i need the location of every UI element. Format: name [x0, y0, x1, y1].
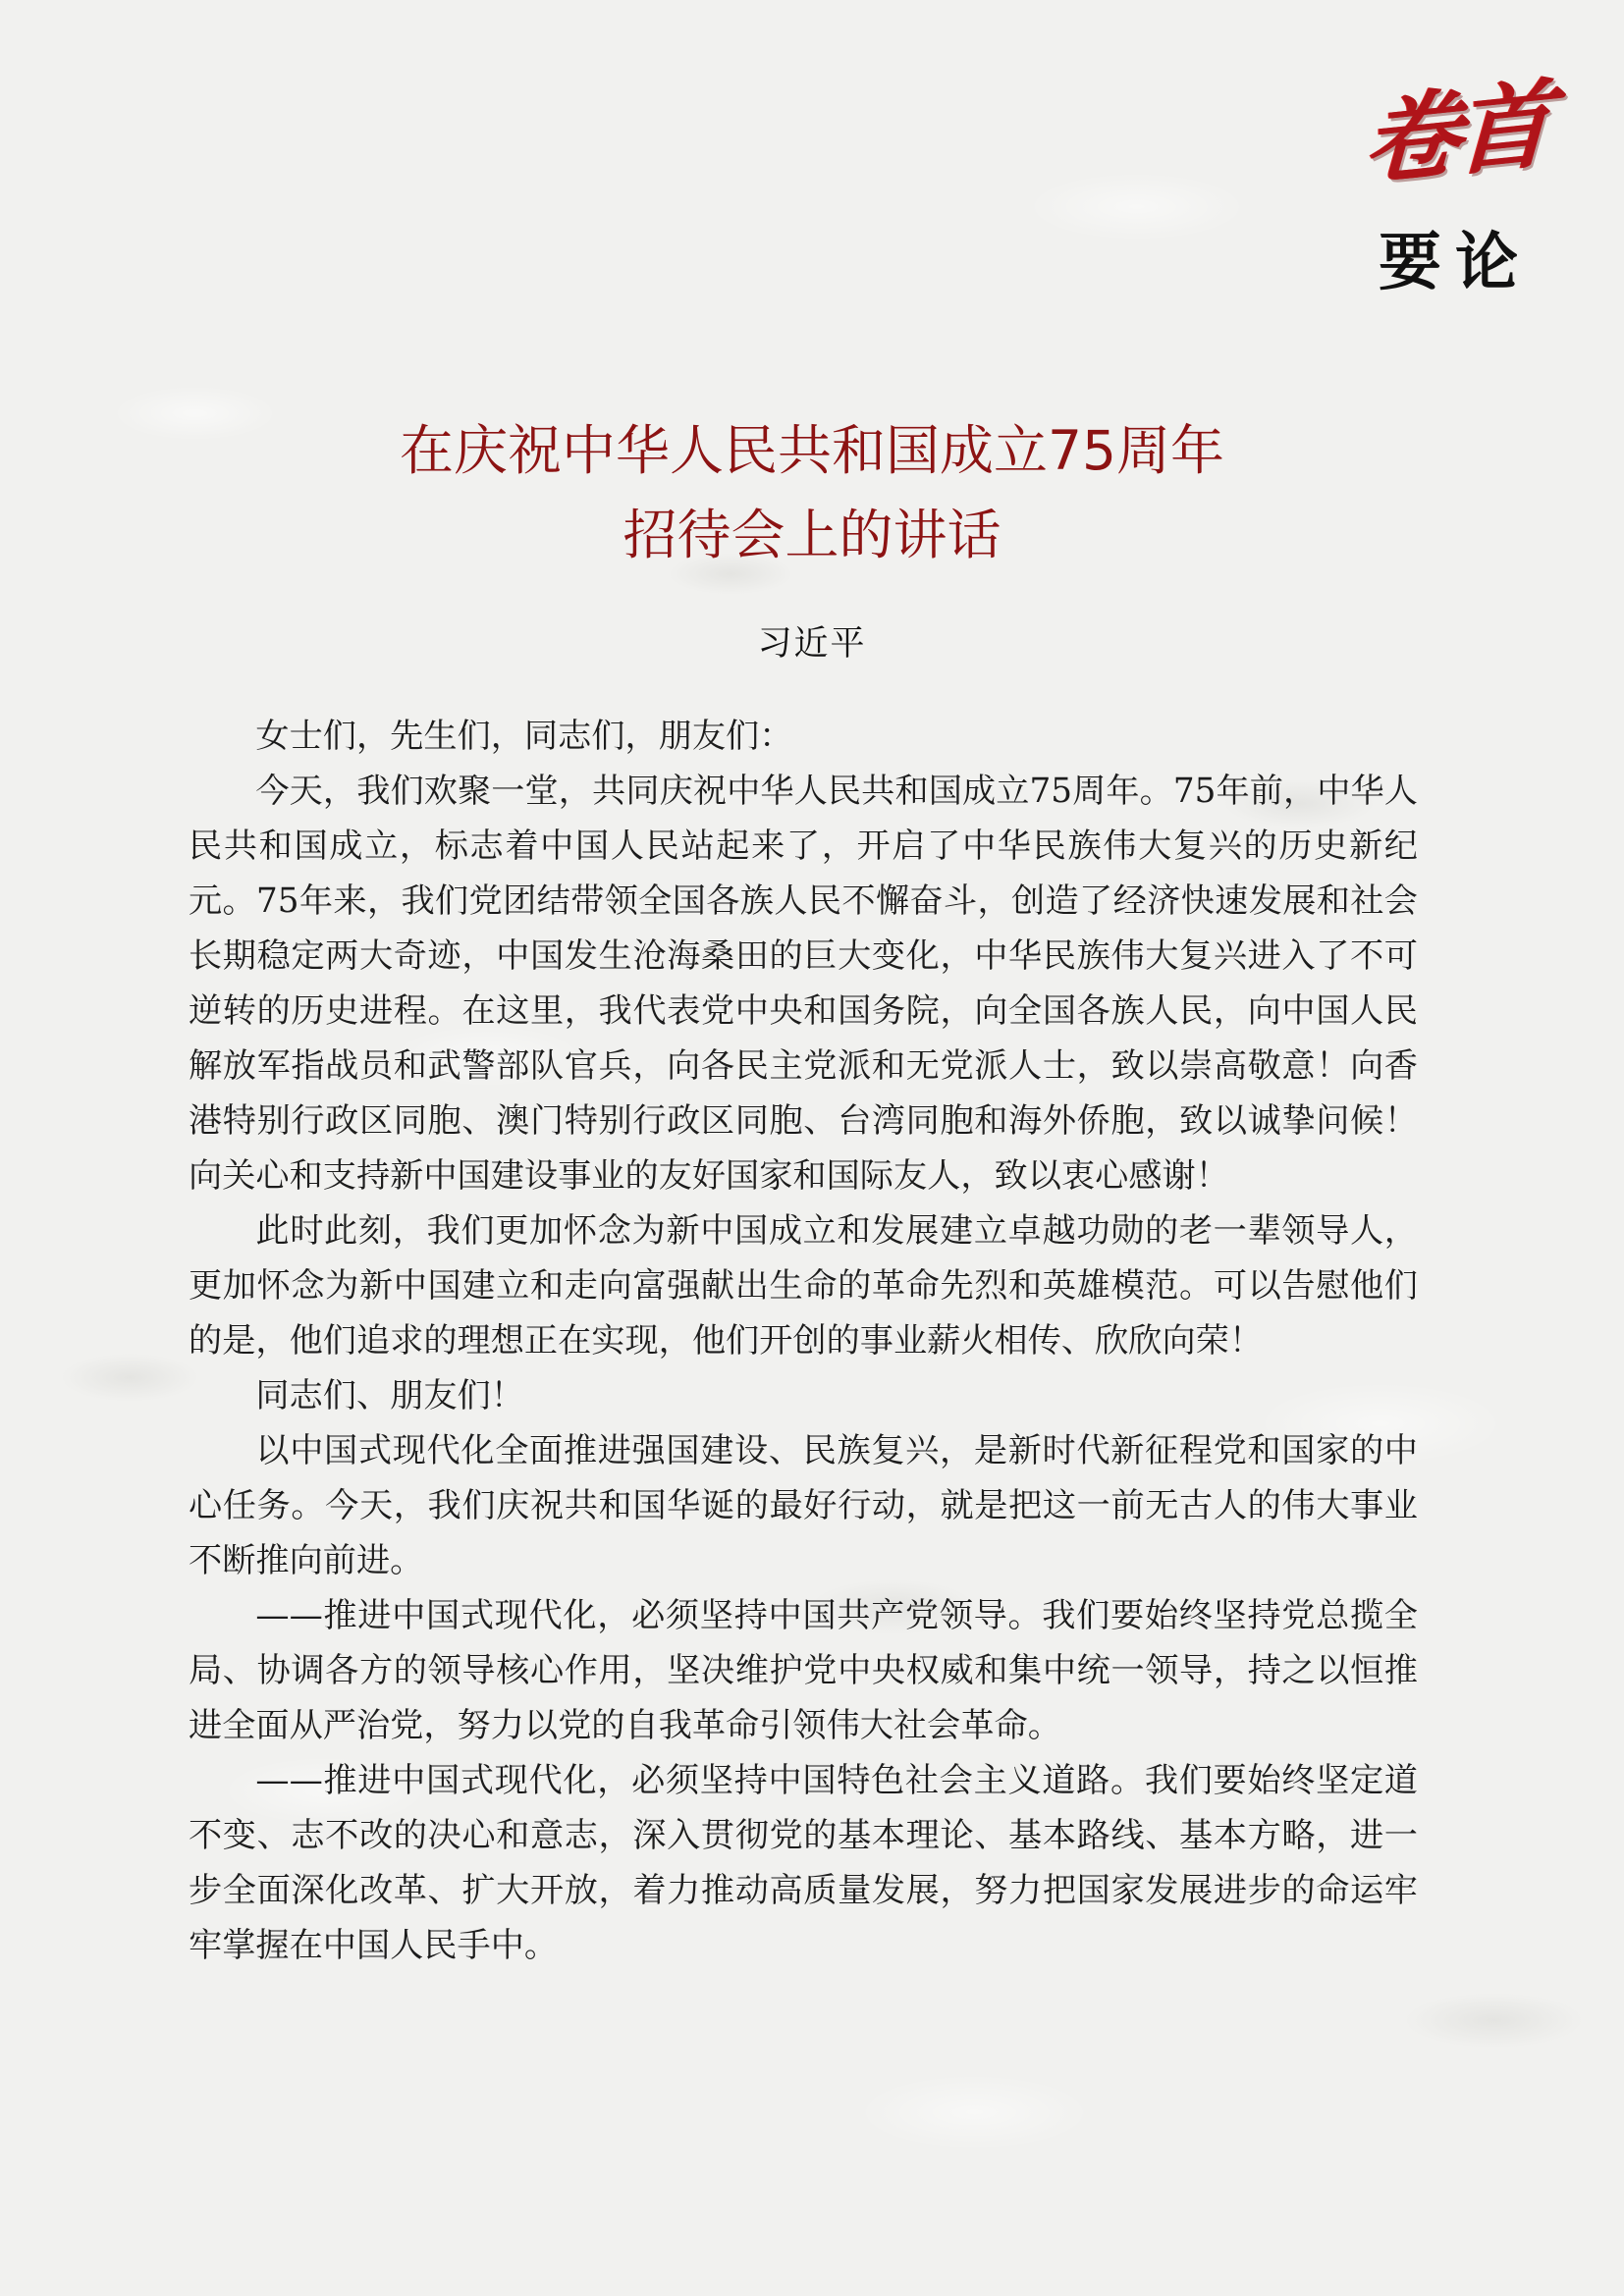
paragraph: ——推进中国式现代化，必须坚持中国共产党领导。我们要始终坚持党总揽全局、协调各方的领导核心作用，坚决维护党中央权威和集中统一领导，持之以恒推进全面从严治党，努力以党的自我革命引领伟大社会革命。	[189, 1596, 1418, 1745]
article-body	[189, 709, 1418, 1973]
paragraph: 此时此刻，我们更加怀念为新中国成立和发展建立卓越功勋的老一辈领导人，更加怀念为新中国建立和走向富强献出生命的革命先烈和英雄模范。可以告慰他们的是，他们追求的理想正在实现，他们开创的事业薪火相传、欣欣向荣！	[189, 1211, 1418, 1361]
calligraphy-logo: 卷首	[1362, 68, 1548, 200]
corner-mark	[1357, 68, 1553, 302]
paragraph-salutation: 女士们，先生们，同志们，朋友们：	[255, 717, 793, 756]
author-name: 习近平	[757, 624, 867, 664]
title-line-1: 在庆祝中华人民共和国成立75周年	[400, 419, 1224, 482]
paragraph: 今天，我们欢聚一堂，共同庆祝中华人民共和国成立75周年。75年前，中华人民共和国成立，标志着中国人民站起来了，开启了中华民族伟大复兴的历史新纪元。75年来，我们党团结带领全国各族人民不懈奋斗，创造了经济快速发展和社会长期稳定两大奇迹，中国发生沧海桑田的巨大变化，中华民族伟大复兴进入了不可逆转的历史进程。在这里，我代表党中央和国务院，向全国各族人民，向中国人民解放军指战员和武警部队官兵，向各民主党派和无党派人士，致以崇高敬意！向香港特别行政区同胞、澳门特别行政区同胞、台湾同胞和海外侨胞，致以诚挚问候！向关心和支持新中国建设事业的友好国家和国际友人，致以衷心感谢！	[189, 772, 1418, 1196]
paragraph: ——推进中国式现代化，必须坚持中国特色社会主义道路。我们要始终坚定道不变、志不改的决心和意志，深入贯彻党的基本理论、基本路线、基本方略，进一步全面深化改革、扩大开放，着力推动高质量发展，努力把国家发展进步的命运牢牢掌握在中国人民手中。	[189, 1761, 1418, 1965]
section-label: 要论	[1379, 227, 1532, 299]
paragraph: 以中国式现代化全面推进强国建设、民族复兴，是新时代新征程党和国家的中心任务。今天，我们庆祝共和国华诞的最好行动，就是把这一前无古人的伟大事业不断推向前进。	[189, 1431, 1418, 1580]
article-title	[0, 408, 1624, 577]
title-line-2: 招待会上的讲话	[623, 504, 1001, 566]
paragraph-address: 同志们、朋友们！	[255, 1376, 524, 1415]
